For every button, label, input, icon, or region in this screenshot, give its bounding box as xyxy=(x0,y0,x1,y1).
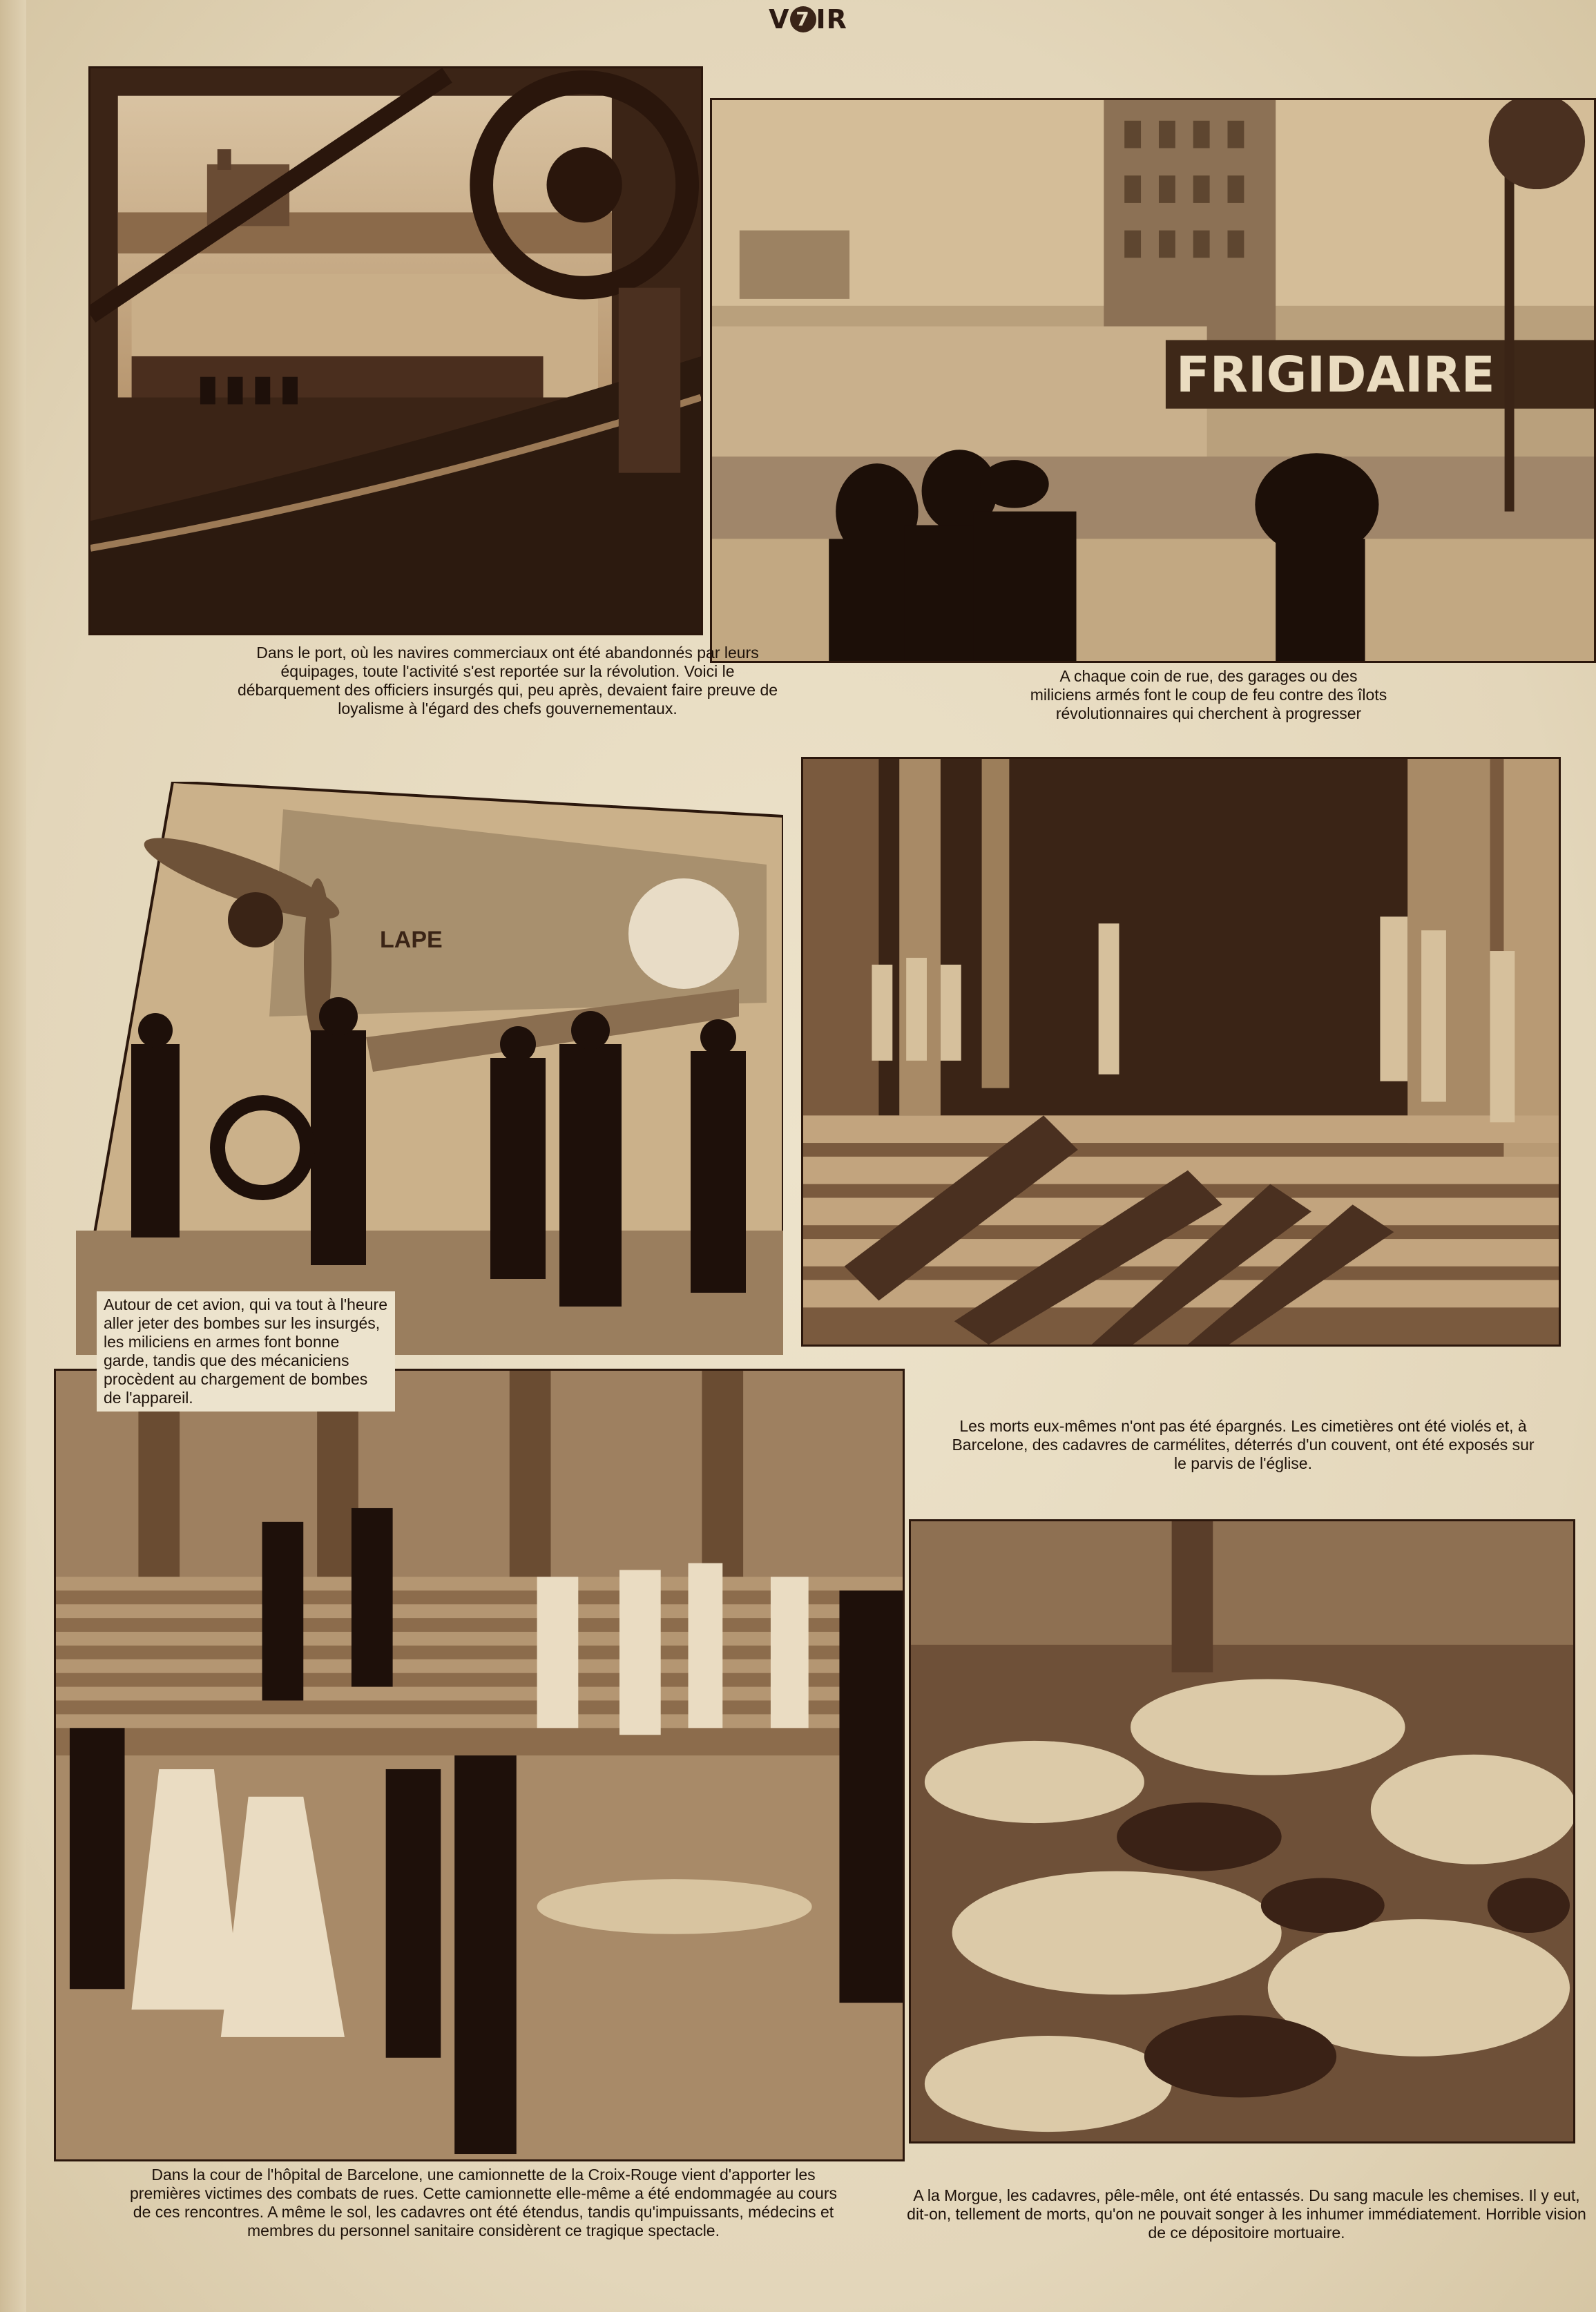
photo-street xyxy=(710,98,1596,663)
sign-frigidaire: FRIGIDAIRE xyxy=(1175,345,1495,403)
caption-street: A chaque coin de rue, des garages ou des miliciens armés font le coup de feu contre des îlots révolutionnaires qui cherchent à progresser xyxy=(1030,667,1387,722)
photo-morgue xyxy=(909,1519,1575,2144)
caption-port: Dans le port, où les navires commerciaux ont été abandonnés par leurs équipages, toute l'activité s'est reportée sur la révolution. Voici le débarquement des officiers insurgés qui, peu après, devaient faire preuve de loyalisme à l'égard des chefs gouvernementaux. xyxy=(237,644,778,717)
photo-port xyxy=(88,66,703,635)
page-fold-edge xyxy=(0,0,26,2312)
caption-plane: Autour de cet avion, qui va tout à l'heure aller jeter des bombes sur les insurgés, les miliciens en armes font bonne garde, tandis que des mécaniciens procèdent au chargement de bombes de l'appareil. xyxy=(97,1291,395,1412)
photo-plane xyxy=(76,782,783,1355)
caption-morgue: A la Morgue, les cadavres, pêle-mêle, ont été entassés. Du sang macule les chemises. Il y eut, dit-on, tellement de morts, qu'on ne pouvait songer à les inhumer immédiatement. Horrible vision de ce dépositoire mortuaire. xyxy=(907,2186,1586,2242)
photo-hospital-courtyard xyxy=(54,1369,905,2161)
photo-church-steps xyxy=(801,757,1561,1347)
caption-church: Les morts eux-mêmes n'ont pas été épargnés. Les cimetières ont été violés et, à Barcelone, des cadavres de carmélites, déterrés d'un couvent, ont été exposés sur le parvis de l'église. xyxy=(952,1417,1535,1472)
masthead-logo: V 7 IR xyxy=(769,4,847,35)
caption-hospital: Dans la cour de l'hôpital de Barcelone, une camionnette de la Croix-Rouge vient d'apporter les premières victimes des combats de rues. Cette camionnette elle-même a été endommagée au cours de ces rencontres. A même le sol, les cadavres ont été étendus, tandis qu'impuissants, médecins et membres du personnel sanitaire considèrent ce tragique spectacle. xyxy=(130,2166,837,2239)
plane-fuselage-label: LAPE xyxy=(380,927,443,953)
